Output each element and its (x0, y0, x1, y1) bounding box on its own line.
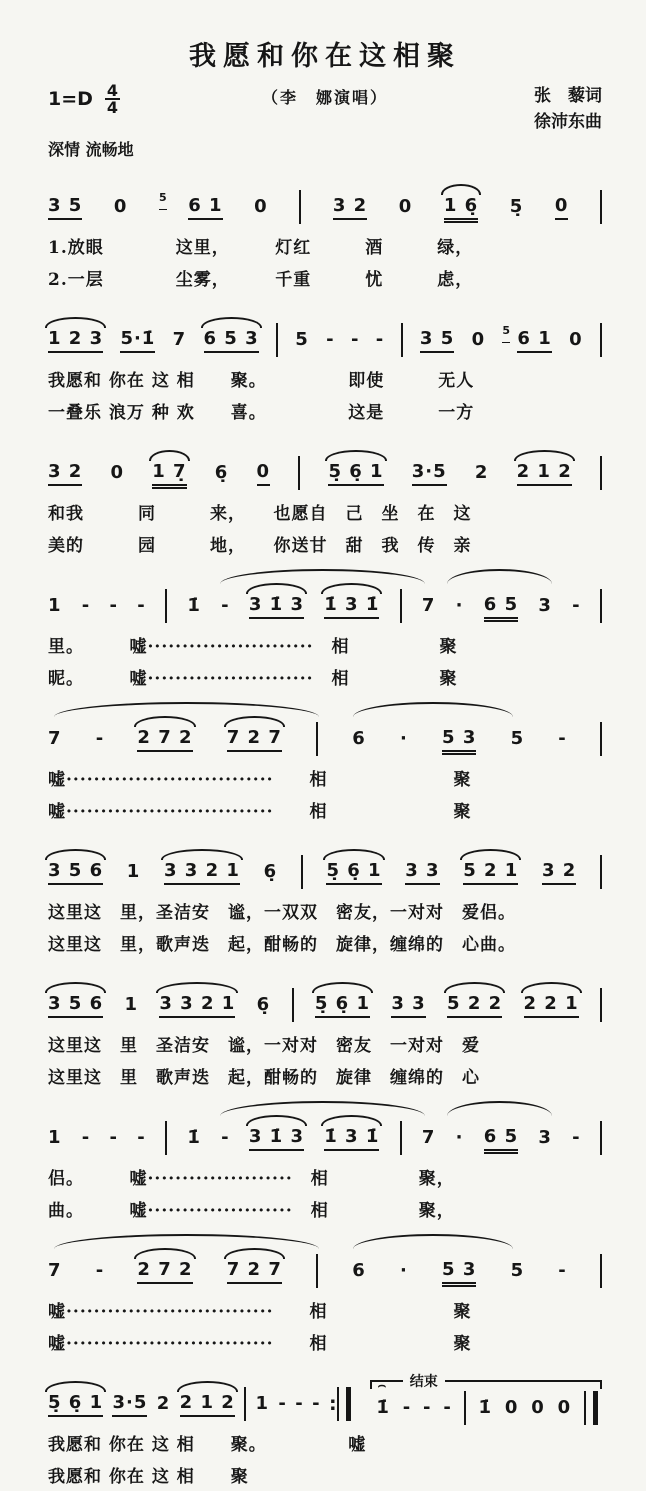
note-token: 0 (113, 196, 128, 217)
barline (600, 722, 602, 756)
lyric-line: 一叠乐 浪万 种 欢 喜。 这是 一方 (48, 403, 475, 423)
grace-note: 5 (159, 187, 167, 210)
barline (301, 855, 303, 889)
note-token: 1 (126, 861, 141, 882)
note-token: 1 6̣ (444, 195, 478, 220)
note-token: 5̣ 6̣ 1 (326, 860, 381, 885)
note-token: - (326, 329, 334, 350)
time-signature-denominator: 4 (106, 98, 119, 117)
lyric-line: 嘘······························ 相 聚 (48, 1334, 472, 1354)
note-token: 6 (352, 728, 366, 749)
note-token: - (572, 1127, 580, 1148)
note-token: 0 (504, 1397, 519, 1418)
note-token: - (375, 329, 384, 350)
phrase-arc (353, 1234, 514, 1249)
note-token: 3 3 2 1 (164, 860, 240, 885)
notes-row (48, 174, 602, 230)
barline (401, 323, 403, 357)
note-token: 5̣ 6̣ 1 (315, 993, 370, 1018)
note-token: · (455, 1127, 464, 1148)
credits (388, 83, 602, 135)
note-token: - (81, 1127, 90, 1148)
lyric-line: 2.一层 尘雾， 千重 忧 虑， (48, 270, 474, 290)
lyric-line: 侣。 嘘····················· 相 聚， (48, 1169, 455, 1189)
music-system-3 (48, 440, 602, 560)
note-token: 1 (255, 1393, 270, 1414)
note-token: 3 1̇ 3 (249, 1126, 304, 1151)
lyric-line: 这里这 里 圣洁安 谧，一对对 密友 一对对 爱 (48, 1036, 480, 1056)
note-token: 3 5 (48, 195, 82, 220)
note-token: 1 (124, 994, 138, 1015)
note-token: - (402, 1397, 411, 1418)
note-token: 0 (531, 1397, 545, 1418)
phrase-arc (447, 569, 552, 584)
phrase-arc (220, 569, 425, 584)
note-token: 7 (421, 595, 436, 616)
note-token: 3 (538, 595, 552, 616)
note-token: - (221, 595, 229, 616)
notes-row (48, 972, 602, 1028)
note-token: 3 3 2 1 (159, 993, 235, 1018)
barline (400, 1121, 402, 1155)
barline (600, 190, 602, 224)
notes-row (48, 440, 602, 496)
note-token: 3 5 6 (48, 860, 103, 885)
barline (600, 1254, 602, 1288)
note-token: - (295, 1393, 303, 1414)
note-token: 1̇ (187, 1127, 201, 1148)
note-token: 6 (352, 1260, 366, 1281)
note-token: 7 (48, 728, 62, 749)
notes-row (48, 307, 602, 363)
note-token: 5̣ 6̣ 1 (328, 461, 383, 486)
barline (165, 589, 167, 623)
note-token: 2 1 2 (517, 461, 572, 486)
barline (400, 589, 402, 623)
note-token: 3 2 (333, 195, 367, 220)
note-token: 5 2 1 (463, 860, 518, 885)
note-token: 5̣ (509, 196, 524, 217)
note-token: - (572, 595, 580, 616)
music-system-5 (48, 706, 602, 826)
barline (244, 1387, 246, 1421)
note-token: 5̣ 6̣ 1 (48, 1392, 103, 1417)
note-token: 1̇ (187, 595, 201, 616)
note-token: : (329, 1393, 338, 1415)
lyric-line: 曲。 嘘····················· 相 聚， (48, 1201, 455, 1221)
note-token: 3 2 (48, 461, 82, 486)
note-token: 7 (48, 1260, 62, 1281)
note-token: 6 5 3 (204, 328, 259, 353)
notes-row (48, 573, 602, 629)
note-token: 7 2 7 (227, 1259, 282, 1284)
note-token: 1̇ (478, 1397, 493, 1418)
grace-note: 5 (502, 320, 510, 343)
note-token: 0 (257, 461, 271, 486)
music-system-2 (48, 307, 602, 427)
music-system-10 (48, 1371, 602, 1491)
note-token: 3 1̇ 3 (249, 594, 304, 619)
lyric-line: 这里这 里，歌声迭 起，酣畅的 旋律，缠绵的 心曲。 (48, 935, 516, 955)
note-token: 0 (557, 1397, 572, 1418)
notes-row (48, 839, 602, 895)
note-token: 6 5 (484, 594, 518, 619)
note-token: - (278, 1393, 286, 1414)
note-token: 7 (172, 329, 187, 350)
barline (600, 456, 602, 490)
note-token: 0 (555, 195, 569, 220)
composer-credit: 徐沛东曲 (534, 112, 602, 132)
note-token: 3 5 6 (48, 993, 103, 1018)
note-token: 0 (110, 462, 125, 483)
note-token: ⌢ 1̇ (376, 1397, 390, 1419)
note-token: 1 (48, 1127, 62, 1148)
note-token: - (137, 1127, 145, 1148)
time-signature-numerator: 4 (106, 81, 119, 100)
note-token: 5 (510, 1260, 525, 1281)
note-token: 0 (398, 196, 413, 217)
music-system-1 (48, 174, 602, 294)
lyric-line: 我愿和 你在 这 相 聚 (48, 1467, 249, 1487)
lyric-line: 1.放眼 这里， 灯红 酒 绿， (48, 238, 474, 258)
note-token: 7 (421, 1127, 436, 1148)
barline (600, 1121, 602, 1155)
lyric-line: 这里这 里 歌声迭 起，酣畅的 旋律 缠绵的 心 (48, 1068, 480, 1088)
note-token: 1̇ 3 1̇ (324, 594, 379, 619)
note-token: - (81, 595, 90, 616)
lyric-line: 嘘······························ 相 聚 (48, 802, 472, 822)
page-title: 我愿和你在这相聚 (189, 41, 461, 72)
lyric-line: 和我 同 来， 也愿自 己 坐 在 这 (48, 504, 472, 524)
note-token: 2 7 2 (137, 1259, 192, 1284)
note-token: 3 3 (405, 860, 439, 885)
barline (292, 988, 294, 1022)
note-token: 2 7 2 (137, 727, 192, 752)
note-token: - (109, 1127, 118, 1148)
key-time-signature (48, 83, 262, 115)
phrase-arc (447, 1101, 552, 1116)
tempo-marking: 深情 流畅地 (48, 140, 134, 159)
barline (299, 190, 301, 224)
barline (165, 1121, 167, 1155)
note-token: 0 (471, 329, 486, 350)
note-token: 1 2 3 (48, 328, 103, 353)
note-token: - (109, 595, 118, 616)
lyric-line: 昵。 嘘························ 相 聚 (48, 669, 458, 689)
phrase-arc (54, 1234, 320, 1249)
note-token: · (399, 1260, 408, 1281)
time-signature (105, 83, 120, 115)
score (48, 174, 602, 1491)
note-token: 3 3 (391, 993, 425, 1018)
lyric-line: 嘘······························ 相 聚 (48, 770, 472, 790)
note-token: · (399, 728, 408, 749)
note-token: 1̇ 3 1̇ (324, 1126, 379, 1151)
music-system-4 (48, 573, 602, 693)
lyric-line: 这里这 里，圣洁安 谧，一双双 密友，一对对 爱侣。 (48, 903, 516, 923)
note-token: 0 (254, 196, 268, 217)
lyric-line: 我愿和 你在 这 相 聚。 嘘 (48, 1435, 367, 1455)
score-header (48, 83, 602, 135)
music-system-6 (48, 839, 602, 959)
barline (600, 323, 602, 357)
note-token: 5 (295, 329, 309, 350)
barline (337, 1387, 351, 1421)
note-token: 6̣ (256, 994, 271, 1015)
music-system-8 (48, 1105, 602, 1225)
lyric-line: 美的 园 地， 你送甘 甜 我 传 亲 (48, 536, 472, 556)
note-token: 0 (569, 329, 583, 350)
barline (600, 988, 602, 1022)
barline (584, 1391, 598, 1425)
note-token: 3·5 (412, 461, 447, 486)
note-token: 6̣ (263, 861, 278, 882)
lyric-line: 里。 嘘························ 相 聚 (48, 637, 458, 657)
note-token: - (558, 1260, 566, 1281)
note-token: 2 (156, 1393, 171, 1414)
lyric-line: 嘘······························ 相 聚 (48, 1302, 472, 1322)
lyricist-credit: 张 藜词 (534, 86, 602, 106)
music-system-7 (48, 972, 602, 1092)
note-token: - (423, 1397, 431, 1418)
barline (600, 855, 602, 889)
note-token: 5 3 (442, 727, 476, 752)
notes-row (48, 1238, 602, 1294)
performer-subtitle: （李 娜演唱） (261, 88, 388, 107)
notes-row (48, 1105, 602, 1161)
note-token: 2 2 1 (524, 993, 579, 1018)
barline (464, 1391, 466, 1425)
note-token: 5·1̇ (120, 328, 155, 353)
music-system-9 (48, 1238, 602, 1358)
note-token: - (312, 1393, 320, 1414)
note-token: 5 3 (442, 1259, 476, 1284)
note-token: 5 2 2 (447, 993, 502, 1018)
barline (298, 456, 300, 490)
barline (276, 323, 278, 357)
note-token: 2 (474, 462, 489, 483)
notes-row (48, 706, 602, 762)
note-token: 3 2 (542, 860, 576, 885)
note-token: · (455, 595, 464, 616)
note-token: 3 (538, 1127, 552, 1148)
note-token: - (558, 728, 566, 749)
barline (316, 722, 318, 756)
note-token: - (443, 1397, 451, 1418)
phrase-arc (220, 1101, 425, 1116)
note-token: 1 (48, 595, 62, 616)
note-token: 6 1 (517, 328, 551, 353)
note-token: 1 7̣ (152, 461, 186, 486)
note-token: 2 1 2 (180, 1392, 235, 1417)
note-token: - (95, 1260, 104, 1281)
note-token: - (95, 728, 104, 749)
note-token: 7 2 7 (227, 727, 282, 752)
note-token: 6̣ (214, 462, 229, 483)
barline (600, 589, 602, 623)
ending-bracket (370, 1374, 602, 1428)
phrase-arc (54, 702, 320, 717)
note-token: - (221, 1127, 229, 1148)
phrase-arc (353, 702, 514, 717)
note-token: 6 5 (484, 1126, 518, 1151)
note-token: - (137, 595, 145, 616)
ending-label: 结束 (403, 1371, 445, 1391)
lyric-line: 我愿和 你在 这 相 聚。 即使 无人 (48, 371, 475, 391)
note-token: 6 1 (188, 195, 222, 220)
note-token: 3·5 (112, 1392, 147, 1417)
key-signature: 1=D (48, 88, 93, 110)
notes-row (48, 1371, 602, 1427)
note-token: 3 5 (420, 328, 454, 353)
note-token: 5 (510, 728, 525, 749)
barline (316, 1254, 318, 1288)
note-token: - (350, 329, 359, 350)
